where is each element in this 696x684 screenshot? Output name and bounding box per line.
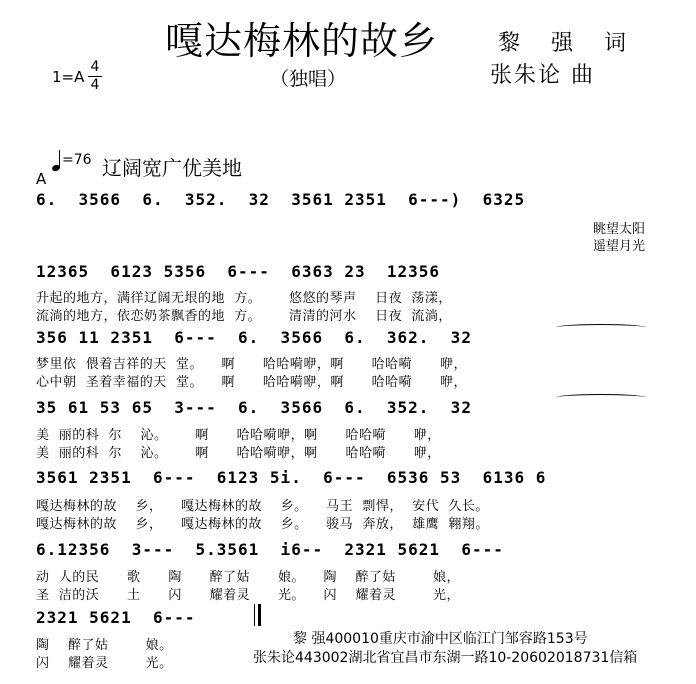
lyric-line-verse-1: 升起的地方，满徉辽阔无垠的地 方。 悠悠的琴声 日夜 荡漾，: [36, 291, 452, 306]
score-row-4: [36, 398, 658, 422]
tempo-marking: =76: [62, 152, 92, 168]
notation-line: 35 61 53 65 3--- 6. 3566 6. 352. 32: [36, 398, 472, 417]
final-barline-thick: [258, 604, 261, 626]
notation-line: 2321 5621 6---: [36, 608, 196, 627]
lyric-line-verse-2: 嘎达梅林的故 乡， 嘎达梅林的故 乡。 骏马 奔放， 雄鹰 翱翔。: [36, 517, 489, 532]
notation-line: 6. 3566 6. 352. 32 3561 2351 6---) 6325: [36, 190, 526, 209]
score-row-1: [36, 190, 658, 214]
key-signature: 1=A: [52, 68, 85, 86]
score-row-3: [36, 328, 658, 352]
lyricist-credit: 黎 强 词: [498, 31, 638, 56]
tie-mark: [556, 394, 646, 401]
lyric-line-verse-2: 美 丽的科 尔 沁。 啊 哈哈嗬咿，啊 哈哈嗬 咿，: [36, 446, 441, 461]
score-row-6: [36, 540, 658, 564]
lyric-line-verse-1: 陶 醉了姑 娘。: [36, 638, 173, 653]
notation-line: 356 11 2351 6--- 6. 3566 6. 362. 32: [36, 328, 472, 347]
expression-marking: 辽阔宽广优美地: [102, 156, 242, 180]
lyric-line-verse-1: 美 丽的科 尔 沁。 啊 哈哈嗬咿，啊 哈哈嗬 咿，: [36, 428, 441, 443]
lyric-line-verse-2: 心中朝 圣着幸福的天 堂。 啊 哈哈嗬咿，啊 哈哈嗬 咿，: [36, 375, 467, 390]
tie-mark: [556, 324, 646, 331]
time-signature: [88, 60, 102, 93]
notation-line: 3561 2351 6--- 6123 5i. 6--- 6536 53 6136 6: [36, 468, 547, 487]
lyric-line-verse-1: 动 人的民 歌 陶 醉了姑 娘。 陶 醉了姑 娘，: [36, 570, 461, 585]
lyric-line-verse-1: 嘎达梅林的故 乡， 嘎达梅林的故 乡。 马王 剽悍， 安代 久长。: [36, 499, 489, 514]
lyricist-address: 黎 强400010重庆市渝中区临江门邹容路153号: [293, 631, 588, 647]
score-row-5: [36, 468, 658, 492]
composer-address: 张朱论443002湖北省宜昌市东湖一路10-20602018731信箱: [253, 650, 638, 666]
final-barline-thin: [254, 604, 255, 626]
lyric-line-verse-1: 梦里依 偎着吉祥的天 堂。 啊 哈哈嗬咿，啊 哈哈嗬 咿，: [36, 357, 467, 372]
side-lyric-1: 眺望太阳: [593, 222, 646, 237]
lyric-line-verse-2: 流淌的地方，依恋奶茶飘香的地 方。 清清的河水 日夜 流淌，: [36, 309, 452, 324]
notation-line: 6.12356 3--- 5.3561 i6-- 2321 5621 6---: [36, 540, 504, 559]
quarter-note-stem: [59, 150, 60, 168]
score-row-7: [36, 608, 256, 632]
lyric-line-verse-2: 闪 耀着灵 光。: [36, 656, 173, 671]
notation-line: 12365 6123 5356 6--- 6363 23 12356: [36, 262, 441, 281]
composer-credit: 张朱论 曲: [490, 63, 595, 88]
time-signature-top: 4: [90, 59, 100, 75]
lyric-line-verse-2: 圣 洁的沃 土 闪 耀着灵 光。 闪 耀着灵 光，: [36, 588, 461, 603]
time-signature-bottom: 4: [90, 77, 100, 93]
score-row-2: [36, 262, 658, 286]
song-title: 嘎达梅林的故乡: [165, 19, 439, 63]
section-mark: A: [36, 170, 47, 188]
side-lyric-2: 遥望月光: [593, 239, 646, 254]
song-subtitle: （独唱）: [270, 68, 347, 90]
